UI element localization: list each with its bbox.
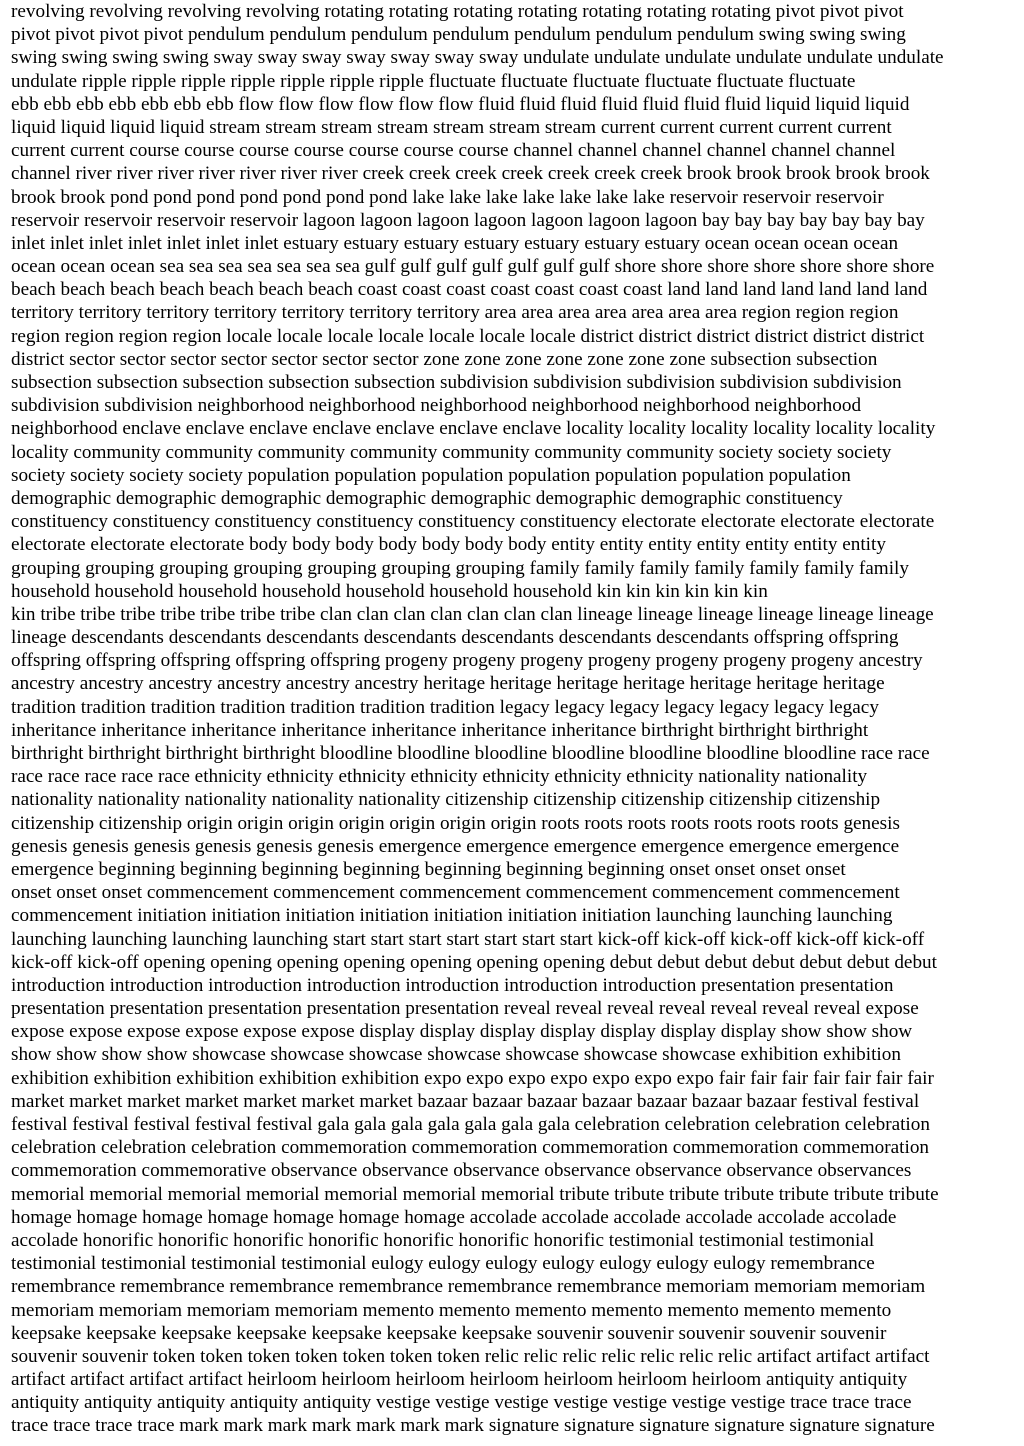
text-line: district sector sector sector sector sector sector sector zone zone zone zone zone zone zone subsection subsection	[11, 348, 878, 370]
text-line: neighborhood enclave enclave enclave enclave enclave enclave enclave locality locality locality locality locality locality	[11, 418, 936, 440]
text-line: revolving revolving revolving revolving rotating rotating rotating rotating rotating rotating rotating pivot pivot pivot	[11, 1, 904, 22]
text-line: offspring offspring offspring offspring offspring progeny progeny progeny progeny progeny progeny progeny ancestry	[11, 650, 923, 672]
text-line: ocean ocean ocean sea sea sea sea sea sea sea gulf gulf gulf gulf gulf gulf gulf shore shore shore shore shore shore shore	[11, 256, 935, 278]
text-line: electorate electorate electorate body body body body body body body entity entity entity entity entity entity entity	[11, 534, 886, 556]
text-line: antiquity antiquity antiquity antiquity antiquity vestige vestige vestige vestige vestige vestige vestige trace trace trace	[11, 1392, 912, 1414]
text-line: lineage descendants descendants descendants descendants descendants descendants descendants offspring offspring	[11, 627, 899, 649]
text-line: launching launching launching launching start start start start start start start kick-off kick-off kick-off kick-off kick-off	[11, 928, 925, 950]
text-line: keepsake keepsake keepsake keepsake keepsake keepsake keepsake souvenir souvenir souvenir souvenir souvenir	[11, 1322, 887, 1344]
text-line: presentation presentation presentation presentation presentation reveal reveal reveal reveal reveal reveal reveal expose	[11, 998, 919, 1020]
text-line: testimonial testimonial testimonial testimonial eulogy eulogy eulogy eulogy eulogy eulogy eulogy remembrance	[11, 1253, 875, 1275]
text-line: ancestry ancestry ancestry ancestry ancestry ancestry heritage heritage heritage heritage heritage heritage heritage	[11, 673, 885, 695]
text-line: inlet inlet inlet inlet inlet inlet inlet estuary estuary estuary estuary estuary estuary estuary ocean ocean ocean ocean	[11, 232, 899, 254]
text-line: pivot pivot pivot pivot pendulum pendulum pendulum pendulum pendulum pendulum pendulum swing swing swing	[11, 24, 906, 46]
text-line: channel river river river river river river river creek creek creek creek creek creek creek brook brook brook brook brook	[11, 163, 930, 185]
text-line: birthright birthright birthright birthright bloodline bloodline bloodline bloodline bloodline bloodline bloodline race race	[11, 743, 930, 764]
text-line: celebration celebration celebration commemoration commemoration commemoration commemoration commemoration	[11, 1137, 930, 1159]
text-line: citizenship citizenship origin origin origin origin origin origin origin roots roots roots roots roots roots roots genesis	[11, 812, 900, 834]
text-line: commemoration commemorative observance observance observance observance observance observance observances	[11, 1160, 912, 1182]
text-line: liquid liquid liquid liquid stream stream stream stream stream stream stream current current current current current	[11, 116, 892, 138]
text-line: grouping grouping grouping grouping grouping grouping grouping family family family family family family family	[11, 557, 909, 579]
text-line: emergence beginning beginning beginning beginning beginning beginning beginning onset onset onset onset	[11, 858, 846, 880]
text-line: trace trace trace trace mark mark mark mark mark mark mark signature signature signature signature signature signature	[11, 1415, 935, 1437]
text-line: region region region region locale locale locale locale locale locale locale district district district district district district	[11, 325, 925, 347]
text-line: remembrance remembrance remembrance remembrance remembrance remembrance memoriam memoriam memoriam	[11, 1276, 926, 1298]
text-line: inheritance inheritance inheritance inheritance inheritance inheritance inheritance birthright birthright birthright	[11, 719, 869, 741]
text-line: souvenir souvenir token token token token token token token relic relic relic relic relic relic relic artifact artifact artifact	[11, 1345, 930, 1367]
text-line: territory territory territory territory territory territory territory area area area area area area area region region region	[11, 302, 899, 324]
text-line: memorial memorial memorial memorial memorial memorial memorial tribute tribute tribute tribute tribute tribute tribute	[11, 1183, 939, 1205]
text-line: brook brook pond pond pond pond pond pond pond lake lake lake lake lake lake lake reservoir reservoir reservoir	[11, 186, 884, 208]
text-line: expose expose expose expose expose expose display display display display display display display show show show	[11, 1021, 913, 1043]
text-line: artifact artifact artifact artifact heirloom heirloom heirloom heirloom heirloom heirloom heirloom antiquity antiquity	[11, 1369, 908, 1391]
text-line: nationality nationality nationality nationality nationality citizenship citizenship citizenship citizenship citizenship	[11, 789, 881, 811]
text-line: show show show show showcase showcase showcase showcase showcase showcase showcase exhibition exhibition	[11, 1044, 901, 1066]
text-line: accolade honorific honorific honorific honorific honorific honorific honorific testimonial testimonial testimonial	[11, 1229, 875, 1251]
text-line: subdivision subdivision neighborhood neighborhood neighborhood neighborhood neighborhood neighborhood	[11, 395, 862, 417]
text-line: constituency constituency constituency constituency constituency constituency electorate electorate electorate electorate	[11, 511, 935, 533]
text-line: undulate ripple ripple ripple ripple ripple ripple ripple fluctuate fluctuate fluctuate fluctuate fluctuate fluctuate	[11, 70, 856, 92]
text-line: demographic demographic demographic demographic demographic demographic demographic constituency	[11, 487, 843, 509]
text-line: market market market market market market market bazaar bazaar bazaar bazaar bazaar bazaar bazaar festival festival	[11, 1090, 920, 1112]
text-line: memoriam memoriam memoriam memoriam memento memento memento memento memento memento memento	[11, 1299, 892, 1321]
text-line: reservoir reservoir reservoir reservoir lagoon lagoon lagoon lagoon lagoon lagoon lagoon bay bay bay bay bay bay bay	[11, 209, 925, 231]
text-line: onset onset onset commencement commencement commencement commencement commencement commencement	[11, 882, 900, 904]
text-line: ebb ebb ebb ebb ebb ebb ebb flow flow flow flow flow flow fluid fluid fluid fluid fluid fluid fluid liquid liquid liquid	[11, 93, 910, 115]
text-line: race race race race race ethnicity ethnicity ethnicity ethnicity ethnicity ethnicity ethnicity nationality nationality	[11, 766, 868, 788]
text-line: current current course course course course course course course channel channel channel channel channel channel	[11, 140, 896, 162]
text-line: commencement initiation initiation initiation initiation initiation initiation initiation launching launching launching	[11, 905, 893, 927]
text-line: kin tribe tribe tribe tribe tribe tribe tribe clan clan clan clan clan clan clan lineage lineage lineage lineage lineage lineage	[11, 603, 934, 625]
text-line: homage homage homage homage homage homage homage accolade accolade accolade accolade accolade accolade	[11, 1206, 897, 1228]
text-line: society society society society population population population population population population population	[11, 464, 851, 486]
text-line: kick-off kick-off opening opening opening opening opening opening opening debut debut debut debut debut debut debut	[11, 951, 937, 973]
text-line: tradition tradition tradition tradition tradition tradition tradition legacy legacy legacy legacy legacy legacy legacy	[11, 696, 879, 718]
text-line: subsection subsection subsection subsection subsection subdivision subdivision subdivision subdivision subdivision	[11, 372, 902, 393]
text-line: beach beach beach beach beach beach beach coast coast coast coast coast coast coast land land land land land land land	[11, 279, 928, 301]
text-line: household household household household household household household kin kin kin kin kin kin	[11, 580, 768, 602]
text-line: introduction introduction introduction introduction introduction introduction introduction presentation presentation	[11, 974, 894, 996]
text-line: locality community community community community community community community society society society	[11, 441, 892, 463]
text-line: swing swing swing swing sway sway sway sway sway sway sway undulate undulate undulate undulate undulate undulate	[11, 47, 944, 69]
text-line: genesis genesis genesis genesis genesis genesis emergence emergence emergence emergence emergence emergence	[11, 835, 900, 857]
text-line: exhibition exhibition exhibition exhibition exhibition expo expo expo expo expo expo expo fair fair fair fair fair fair fair	[11, 1067, 934, 1089]
text-line: festival festival festival festival festival gala gala gala gala gala gala gala celebration celebration celebration celebration	[11, 1114, 930, 1135]
